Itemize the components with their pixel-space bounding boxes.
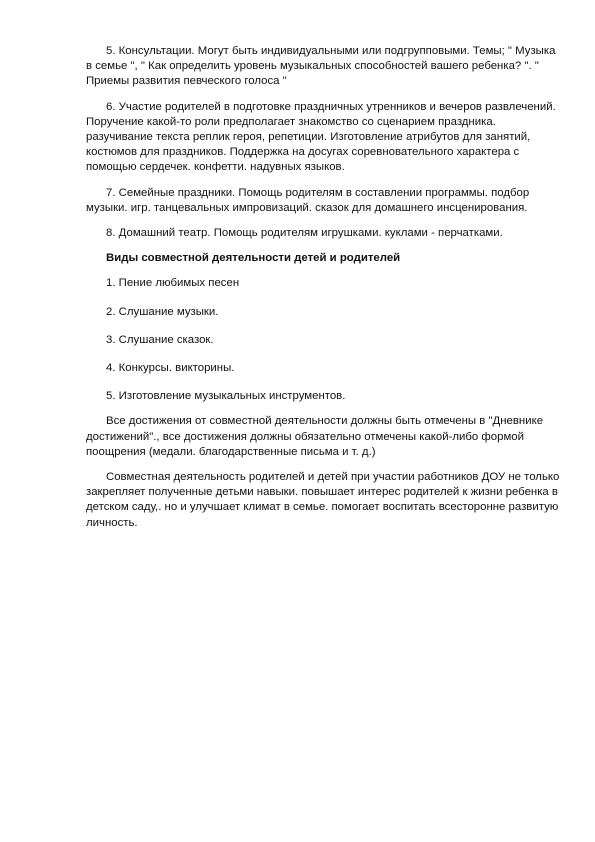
paragraph-consultations: 5. Консультации. Могут быть индивидуальными или подгрупповыми. Темы; " Музыка в семье ", " Как определить уровень музыкальных способностей вашего ребенка? ". " Приемы развития певческого голоса " [86, 45, 556, 88]
list-item: 2. Слушание музыки. [106, 305, 219, 318]
paragraph-family-holidays: 7. Семейные праздники. Помощь родителям в составлении программы. подбор музыки. игр. танцевальных импровизаций. сказок для домашнего инсценирования. [86, 186, 530, 214]
document-page [86, 44, 560, 541]
list-item: 5. Изготовление музыкальных инструментов. [106, 390, 346, 403]
list-item: 1. Пение любимых песен [106, 277, 240, 290]
paragraph-home-theater: 8. Домашний театр. Помощь родителям игрушками. куклами - перчатками. [106, 227, 503, 240]
section-heading: Виды совместной деятельности детей и родителей [106, 252, 401, 265]
paragraph-joint-activity: Совместная деятельность родителей и детей при участии работников ДОУ не только закрепляет полученные детьми навыки. повышает интерес родителей к жизни ребенка в детском саду,. но и улучшает климат в семье. помогает воспитать всесторонне развитую личность. [86, 471, 560, 529]
paragraph-parent-participation: 6. Участие родителей в подготовке праздничных утренников и вечеров развлечений. Поручение какой-то роли предполагает знакомство со сценарием праздника. разучивание текста реплик героя, репетиции. Изготовление атрибутов для занятий, костюмов для праздников. Поддержка на досугах соревновательного характера с помощью сердечек. конфетти. надувных языков. [86, 100, 556, 174]
list-item: 3. Слушание сказок. [106, 333, 214, 346]
list-item: 4. Конкурсы. викторины. [106, 362, 235, 375]
paragraph-achievements: Все достижения от совместной деятельности должны быть отмечены в "Дневнике достижений"., все достижения должны обязательно отмечены какой-либо формой поощрения (медали. благодарственные письма и т. д.) [86, 415, 544, 458]
